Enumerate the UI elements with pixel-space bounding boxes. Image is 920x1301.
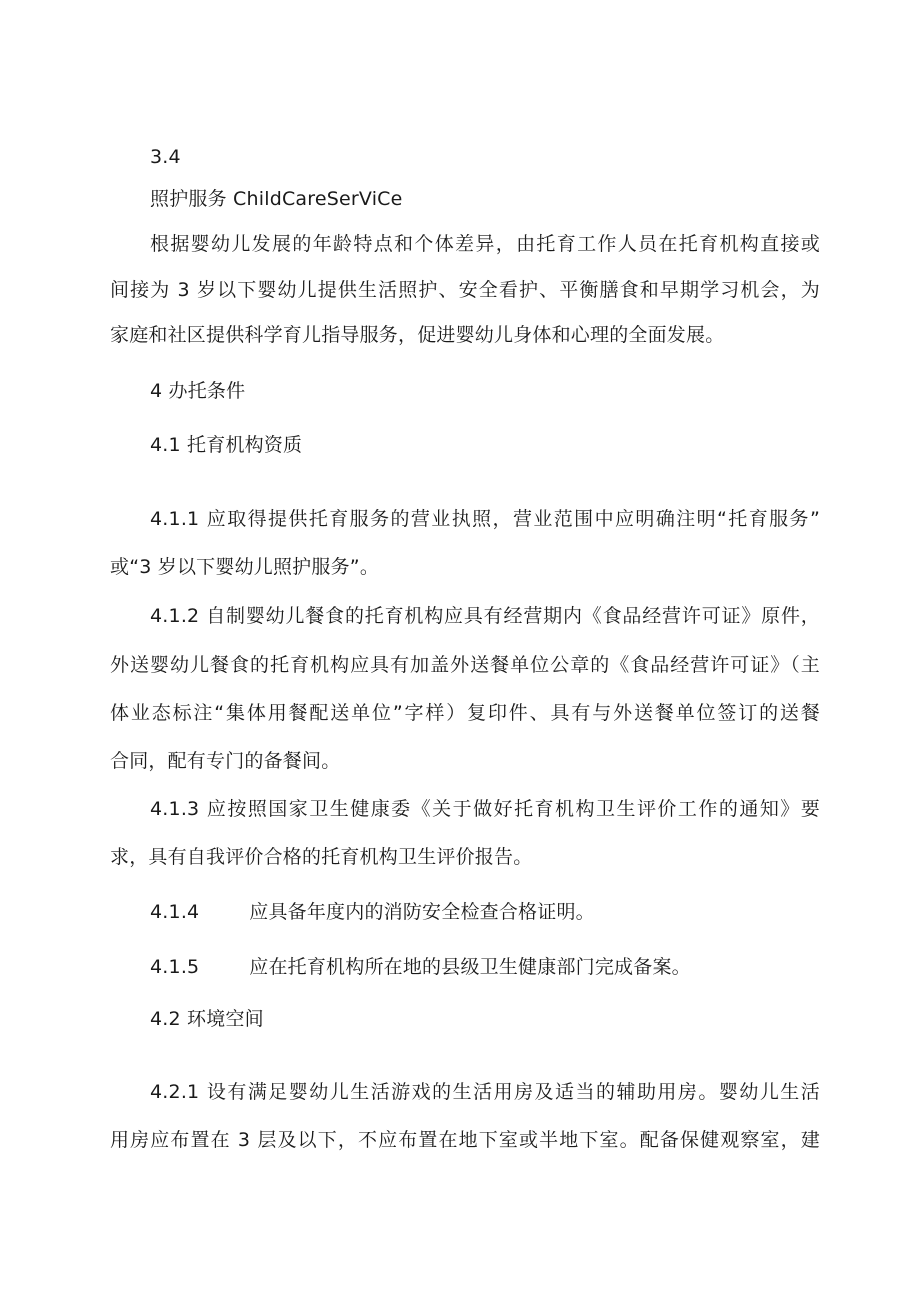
item-4-1-2-line-2: 外送婴幼儿餐食的托育机构应具有加盖外送餐单位公章的《食品经营许可证》（主	[110, 654, 820, 676]
item-4-1-3-line-1: 4.1.3 应按照国家卫生健康委《关于做好托育机构卫生评价工作的通知》要	[150, 798, 820, 820]
section-4-2-heading: 4.2 环境空间	[150, 1008, 264, 1030]
section-4-1-heading: 4.1 托育机构资质	[150, 434, 303, 456]
item-4-1-2-line-4: 合同，配有专门的备餐间。	[110, 750, 341, 772]
item-4-1-1-line-2: 或“3 岁以下婴幼儿照护服务”。	[110, 556, 380, 578]
item-4-1-2-line-1: 4.1.2 自制婴幼儿餐食的托育机构应具有经营期内《食品经营许可证》原件，	[150, 605, 820, 627]
section-3-4-number: 3.4	[150, 146, 181, 168]
item-4-1-4: 4.1.4 应具备年度内的消防安全检查合格证明。	[150, 901, 595, 923]
item-4-1-3-line-2: 求，具有自我评价合格的托育机构卫生评价报告。	[110, 846, 533, 868]
item-4-1-2-line-3: 体业态标注“集体用餐配送单位”字样）复印件、具有与外送餐单位签订的送餐	[110, 702, 820, 724]
section-3-4-para-line-1: 根据婴幼儿发展的年龄特点和个体差异，由托育工作人员在托育机构直接或	[150, 233, 820, 255]
section-3-4-para-line-3: 家庭和社区提供科学育儿指导服务，促进婴幼儿身体和心理的全面发展。	[110, 324, 725, 346]
section-3-4-para-line-2: 间接为 3 岁以下婴幼儿提供生活照护、安全看护、平衡膳食和早期学习机会，为	[110, 279, 820, 301]
item-4-1-1-line-1: 4.1.1 应取得提供托育服务的营业执照，营业范围中应明确注明“托育服务”	[150, 508, 820, 530]
section-3-4-title: 照护服务 ChildCareSerViCe	[150, 188, 403, 210]
item-4-1-5: 4.1.5 应在托育机构所在地的县级卫生健康部门完成备案。	[150, 956, 691, 978]
item-4-2-1-line-1: 4.2.1 设有满足婴幼儿生活游戏的生活用房及适当的辅助用房。婴幼儿生活	[150, 1081, 820, 1103]
item-4-2-1-line-2: 用房应布置在 3 层及以下，不应布置在地下室或半地下室。配备保健观察室，建	[110, 1129, 820, 1151]
section-4-heading: 4 办托条件	[150, 380, 246, 402]
